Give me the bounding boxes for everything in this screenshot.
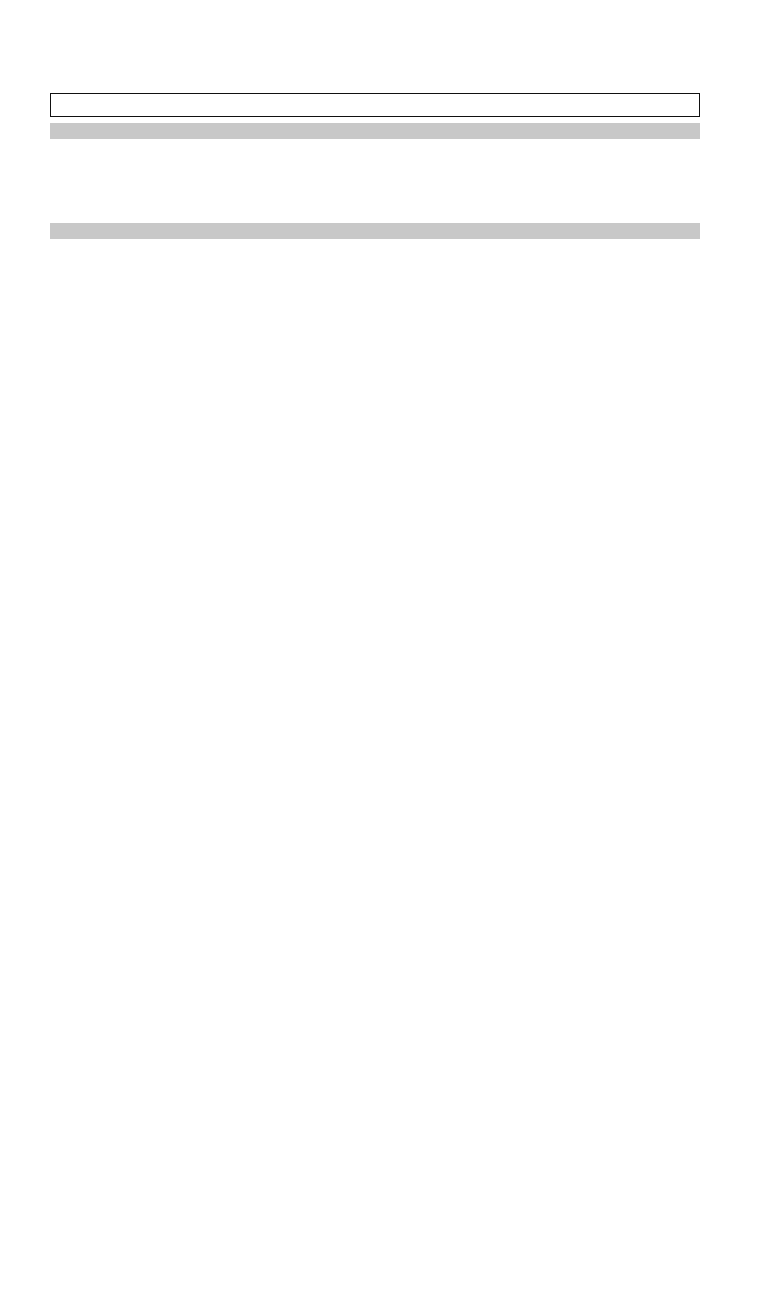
section-bar-1-jour bbox=[50, 123, 700, 139]
group-45-heading bbox=[50, 158, 700, 174]
prize-total bbox=[51, 94, 700, 117]
section-bar-2-jours bbox=[50, 223, 700, 239]
group-2j-heading bbox=[50, 248, 700, 264]
prize-table bbox=[50, 93, 700, 117]
manche-list bbox=[50, 212, 700, 218]
document-page bbox=[50, 58, 700, 264]
group-90-heading bbox=[50, 184, 700, 200]
